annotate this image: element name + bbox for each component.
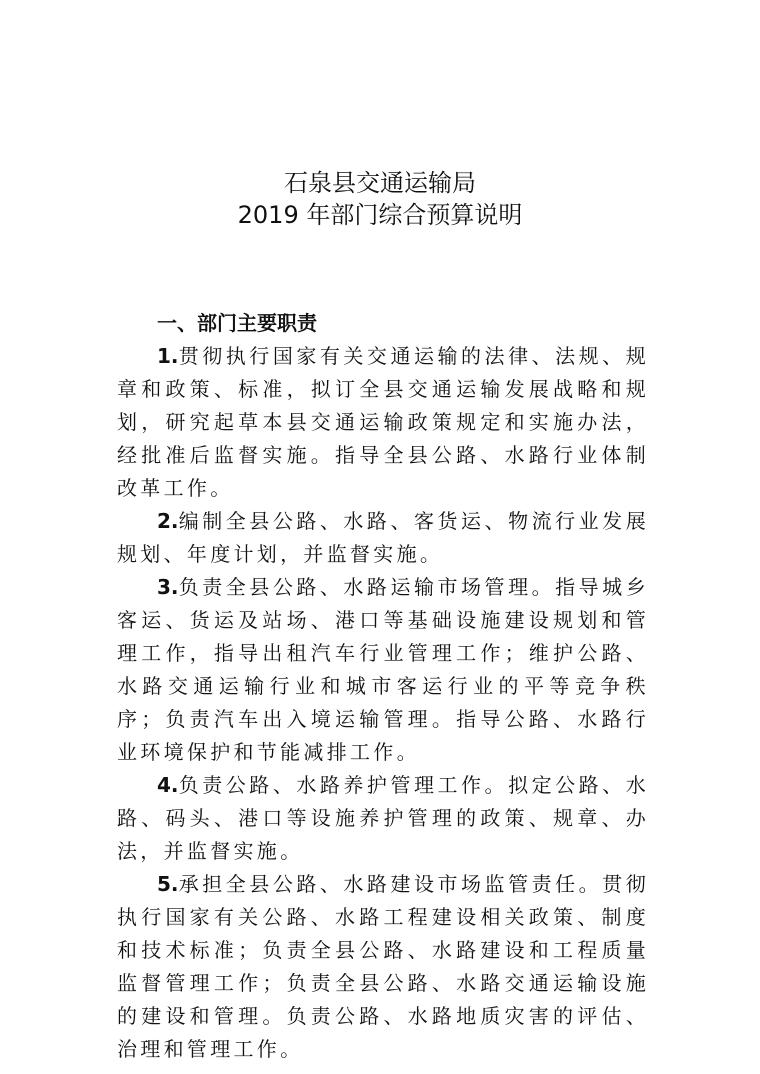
document-title — [0, 167, 760, 231]
duty-number: 5. — [157, 872, 179, 896]
duty-number: 4. — [157, 773, 179, 797]
duty-number: 2. — [157, 509, 179, 533]
duty-number: 1. — [157, 344, 179, 368]
duty-text: 编制全县公路、水路、客货运、物流行业发展规划、年度计划，并监督实施。 — [117, 509, 649, 566]
duty-paragraph-5 — [117, 868, 649, 1066]
duty-paragraph-2 — [117, 505, 649, 571]
duty-number: 3. — [157, 575, 179, 599]
duty-paragraph-4 — [117, 769, 649, 868]
title-line-2: 2019 年部门综合预算说明 — [237, 201, 523, 229]
duty-text: 负责公路、水路养护管理工作。拟定公路、水路、码头、港口等设施养护管理的政策、规章、办法，并监督实施。 — [117, 773, 649, 863]
section-heading: 一、部门主要职责 — [157, 311, 317, 335]
duty-text: 负责全县公路、水路运输市场管理。指导城乡客运、货运及站场、港口等基础设施建设规划和管理工作，指导出租汽车行业管理工作；维护公路、水路交通运输行业和城市客运行业的平等竞争秩序；负责汽车出入境运输管理。指导公路、水路行业环境保护和节能减排工作。 — [117, 575, 649, 764]
duty-text: 贯彻执行国家有关交通运输的法律、法规、规章和政策、标准，拟订全县交通运输发展战略和规划，研究起草本县交通运输政策规定和实施办法，经批准后监督实施。指导全县公路、水路行业体制改革工作。 — [117, 344, 649, 500]
duty-paragraph-1 — [117, 340, 649, 505]
duty-text: 承担全县公路、水路建设市场监管责任。贯彻执行国家有关公路、水路工程建设相关政策、制度和技术标准；负责全县公路、水路建设和工程质量监督管理工作；负责全县公路、水路交通运输设施的建设和管理。负责公路、水路地质灾害的评估、治理和管理工作。 — [117, 872, 649, 1061]
duty-paragraph-3 — [117, 571, 649, 769]
document-body — [117, 307, 649, 1066]
title-line-1: 石泉县交通运输局 — [284, 169, 476, 197]
